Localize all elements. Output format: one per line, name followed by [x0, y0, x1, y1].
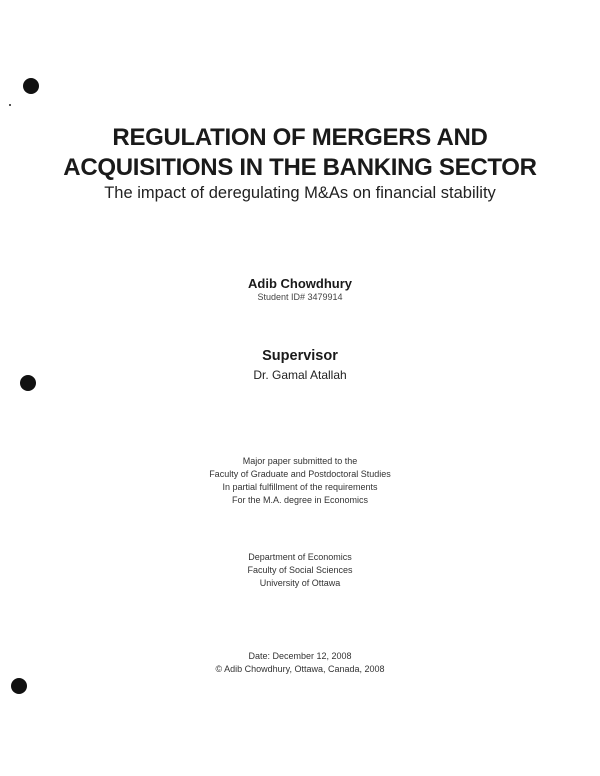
subtitle: The impact of deregulating M&As on financial stability: [104, 184, 496, 202]
student-id: Student ID# 3479914: [257, 292, 343, 302]
title-line-1: REGULATION OF MERGERS AND: [112, 124, 488, 151]
department-block: [0, 551, 600, 590]
title-line-2: ACQUISITIONS IN THE BANKING SECTOR: [63, 154, 537, 181]
author-name: Adib Chowdhury: [248, 276, 352, 291]
department-line: Department of Economics: [248, 552, 352, 562]
scan-speck: [9, 104, 11, 106]
department-line: Faculty of Social Sciences: [247, 565, 353, 575]
submission-statement: [0, 455, 600, 507]
copyright-line: © Adib Chowdhury, Ottawa, Canada, 2008: [215, 664, 385, 674]
department-line: University of Ottawa: [259, 578, 341, 588]
submission-line: In partial fulfillment of the requirements: [222, 482, 378, 492]
punch-hole: [11, 678, 27, 694]
date-block: [0, 650, 600, 676]
submission-line: Major paper submitted to the: [242, 456, 358, 466]
submission-line: Faculty of Graduate and Postdoctoral Studies: [209, 469, 391, 479]
submission-line: For the M.A. degree in Economics: [231, 495, 369, 505]
punch-hole: [23, 78, 39, 94]
supervisor-name: Dr. Gamal Atallah: [253, 368, 347, 382]
date-line: Date: December 12, 2008: [248, 651, 352, 661]
supervisor-heading: Supervisor: [262, 348, 338, 364]
